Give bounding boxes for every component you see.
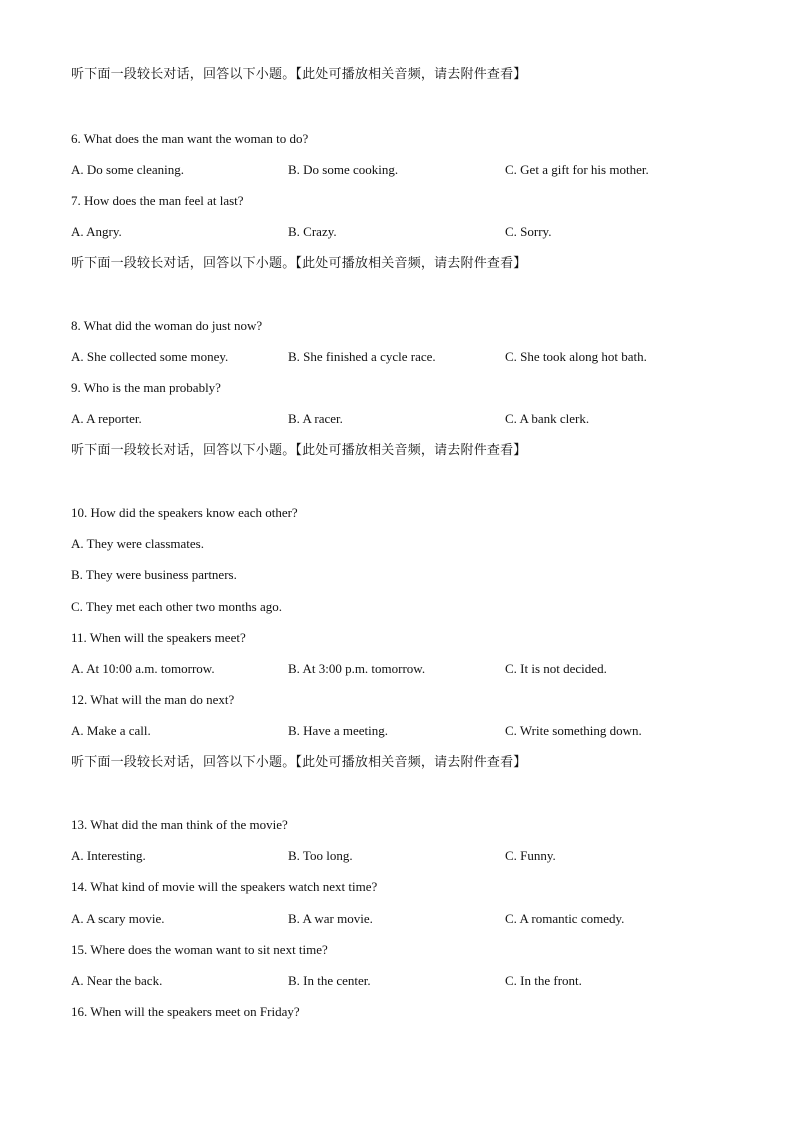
option-b: B. In the center. [288,973,371,988]
question-11-stem: 11. When will the speakers meet? [71,630,246,645]
option-c: C. Sorry. [505,224,552,239]
question-15-options [71,973,731,989]
question-7-stem: 7. How does the man feel at last? [71,193,244,208]
option-c: C. A romantic comedy. [505,911,625,926]
question-8-options [71,349,731,365]
question-6-stem: 6. What does the man want the woman to do? [71,131,309,146]
question-16-stem: 16. When will the speakers meet on Friday? [71,1004,300,1019]
question-14-stem: 14. What kind of movie will the speakers watch next time? [71,879,378,894]
option-b: B. A war movie. [288,911,373,926]
option-b: B. A racer. [288,411,343,426]
option-a: A. Do some cleaning. [71,162,185,177]
option-b: B. At 3:00 p.m. tomorrow. [288,661,426,676]
question-15-stem: 15. Where does the woman want to sit next time? [71,942,328,957]
section-instruction: 听下面一段较长对话，回答以下小题。【此处可播放相关音频，请去附件查看】 [71,67,527,82]
option-c: C. A bank clerk. [505,411,590,426]
option-b: B. She finished a cycle race. [288,349,436,364]
option-a: A. Near the back. [71,973,163,988]
option-a: A. Interesting. [71,848,146,863]
option-c: C. Funny. [505,848,556,863]
question-13-options [71,848,731,864]
section-instruction: 听下面一段较长对话，回答以下小题。【此处可播放相关音频，请去附件查看】 [71,256,527,271]
option-a: A. They were classmates. [71,536,204,551]
option-b: B. Too long. [288,848,353,863]
option-c: C. Write something down. [505,723,642,738]
question-14-options [71,911,731,927]
option-a: A. At 10:00 a.m. tomorrow. [71,661,215,676]
section-instruction: 听下面一段较长对话，回答以下小题。【此处可播放相关音频，请去附件查看】 [71,443,527,458]
question-10-stem: 10. How did the speakers know each other? [71,505,298,520]
option-a: A. Make a call. [71,723,151,738]
option-c: C. She took along hot bath. [505,349,647,364]
option-c: C. In the front. [505,973,582,988]
question-6-options [71,162,731,178]
question-9-stem: 9. Who is the man probably? [71,380,221,395]
option-b: B. Have a meeting. [288,723,388,738]
question-13-stem: 13. What did the man think of the movie? [71,817,288,832]
option-b: B. They were business partners. [71,567,237,582]
option-c: C. It is not decided. [505,661,607,676]
option-a: A. A scary movie. [71,911,165,926]
option-a: A. Angry. [71,224,122,239]
section-instruction: 听下面一段较长对话，回答以下小题。【此处可播放相关音频，请去附件查看】 [71,755,527,770]
question-12-options [71,723,731,739]
option-b: B. Crazy. [288,224,337,239]
option-c: C. Get a gift for his mother. [505,162,649,177]
question-7-options [71,224,731,240]
option-a: A. A reporter. [71,411,142,426]
question-9-options [71,411,731,427]
question-11-options [71,661,731,677]
option-b: B. Do some cooking. [288,162,399,177]
option-a: A. She collected some money. [71,349,229,364]
question-12-stem: 12. What will the man do next? [71,692,235,707]
option-c: C. They met each other two months ago. [71,599,282,614]
question-8-stem: 8. What did the woman do just now? [71,318,263,333]
